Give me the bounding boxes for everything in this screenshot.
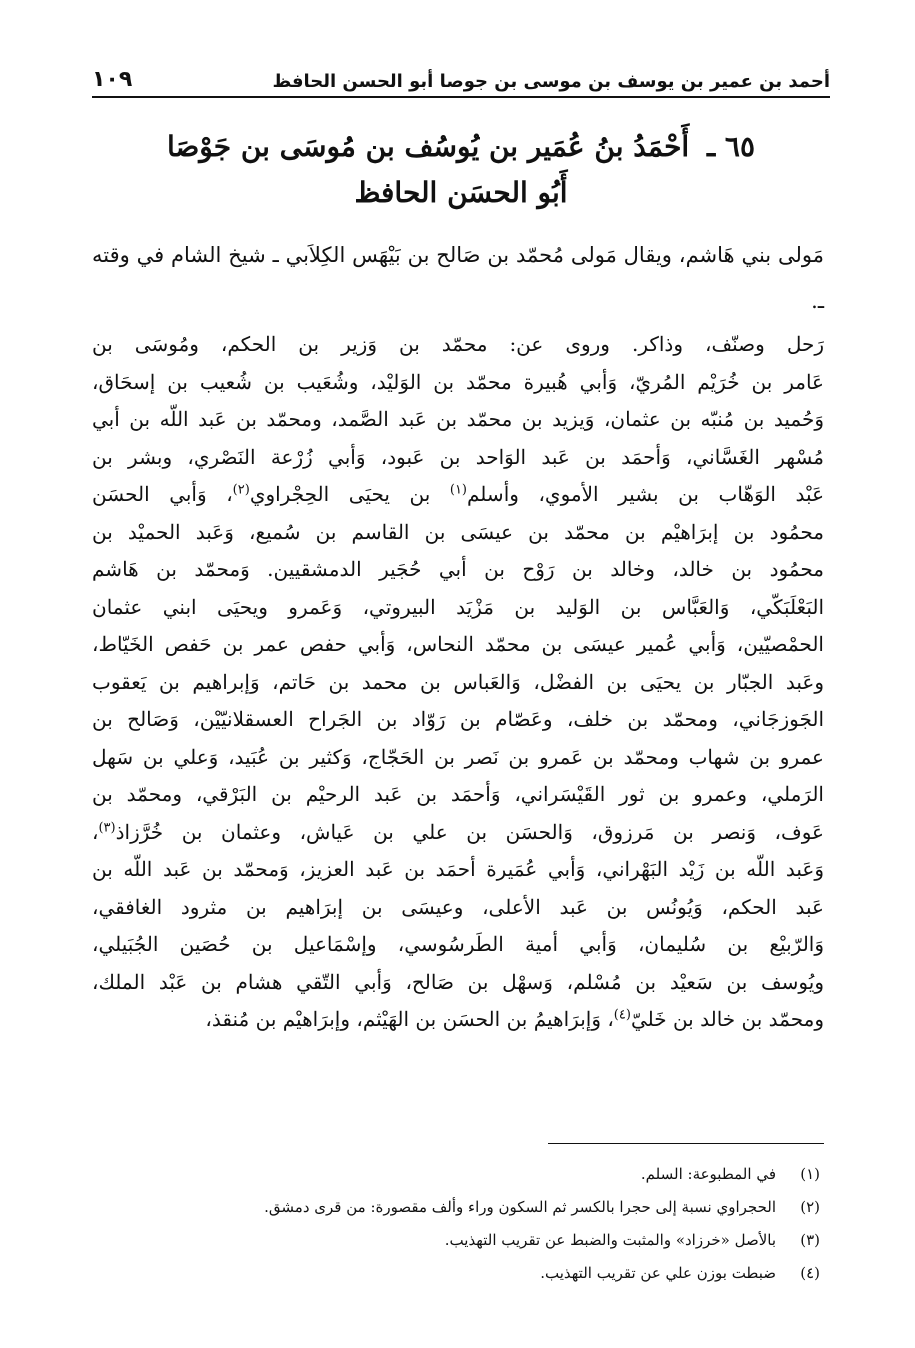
body-line: وَحُميد بن مُنبّه بن عثمان، وَيزيد بن محمّد بن عَبد الصَّمد، ومحمّد بن عَبد اللّه بن أبي <box>92 407 824 431</box>
footnotes <box>92 1158 830 1290</box>
body-line: رَحل وصنّف، وذاكر. وروى عن: محمّد بن وَزير بن الحكم، ومُوسَى بن <box>92 332 824 356</box>
body-segment: بن يحيَى الحِجْراوي <box>249 482 431 506</box>
body-line: وَعَبد اللّه بن زَيْد البَهْراني، وَأبي عُمَيرة أحمَد بن عَبد العزيز، وَمحمّد بن عَبد اللّه بن <box>92 857 824 881</box>
body-line <box>92 476 824 514</box>
body-segment: ومحمّد بن خالد بن خَليّ <box>630 1007 824 1031</box>
body-line: وعَبد الجبّار بن يحيَى بن الفضْل، وَالعَباس بن محمد بن حَاتم، وَإبراهيم بن يَعقوب <box>92 669 824 694</box>
entry-number: ٦٥ ـ <box>706 130 755 163</box>
body-line: الحمْصيّين، وَأبي عُمير عيسَى بن محمّد النحاس، وَأبي حفص عمر بن حَفص الخَيّاط، <box>92 632 824 656</box>
entry-title <box>92 124 830 216</box>
body-segment: عَوف، وَنصر بن مَرزوق، وَالحسَن بن علي بن عَياش، وعثمان بن خُرَّزاذ <box>115 819 824 844</box>
body-segment: ، وَأبي الحسَن <box>92 482 233 506</box>
footnote <box>92 1257 830 1290</box>
footnote-text: في المطبوعة: السلم. <box>640 1165 776 1183</box>
running-title: أحمد بن عمير بن يوسف بن موسى بن جوصا أبو الحسن الحافظ <box>272 71 830 92</box>
footnote-number: (٤) <box>800 1264 820 1282</box>
footnote <box>92 1224 830 1257</box>
footnote-text: ضبطت بوزن علي عن تقريب التهذيب. <box>540 1264 776 1282</box>
body-line: عَوف، وَنصر بن مَرزوق، وَالحسَن بن علي بن عَياش، وعثمان بن خُرَّزاذ$^{(٣)}$، <box>92 819 824 844</box>
footnote <box>92 1158 830 1191</box>
entry-intro: مَولى بني هَاشم، ويقال مَولى مُحمّد بن صَالح بن بَيْهَس الكِلاَبي ـ شيخ الشام في وقته ـ. <box>92 243 824 313</box>
body-line: عمرو بن شهاب ومحمّد بن عَمرو بن نَصر بن الحَجّاج، وَكثير بن عُبَيد، وَعلي بن سَهل <box>92 744 824 769</box>
body-line: ويُوسف بن سَعيْد بن مُسْلم، وَسهْل بن صَالح، وَأبي التّقي هشام بن عَبْد الملك، <box>92 969 824 994</box>
body-line: عَبد الحكم، وَيُونُس بن عَبد الأعلى، وعيسَى بن إبرَاهيم بن مثرود الغافقي، <box>92 894 824 919</box>
body-line: مُسْهر الغَسَّاني، وَأحمَد بن عَبد الوَاحد بن عَبود، وَأبي زُرْعة النَصْري، وبشر بن <box>92 444 824 469</box>
body-line: الرَملي، وعمرو بن ثور القَيْسَراني، وَأحمَد بن عَبد الرحيْم بن البَرْقي، ومحمّد بن <box>92 782 824 806</box>
footnote-ref-4[interactable]: (٤) <box>613 1007 631 1023</box>
footnote-number: (٢) <box>800 1198 820 1216</box>
body-line: البَعْلَبَكّي، وَالعَبَّاس بن الوَليد بن مَزْيَد البيروتي، وَعَمرو ويحيَى ابني عثمان <box>92 594 824 619</box>
footnote-ref-1[interactable]: (١) <box>449 482 467 498</box>
footnote-number: (٣) <box>800 1231 820 1249</box>
footnote-divider <box>548 1143 824 1144</box>
body-line: الجَوزجَاني، ومحمّد بن خلف، وعَصّام بن رَوّاد بن الجَراح العسقلانيّيْن، وَصَالح بن <box>92 707 824 731</box>
footnote-ref-3[interactable]: (٣) <box>98 819 116 835</box>
body-line: محمُود بن خالد، وخالد بن رَوْح بن أبي حُجَير الدمشقيين. وَمحمّد بن هَاشم <box>92 557 824 581</box>
running-header <box>92 62 830 98</box>
body-text <box>92 326 824 1134</box>
entry-title-line-2: أَبُو الحسَن الحافظ <box>354 176 568 209</box>
page-number: ١٠٩ <box>92 67 133 92</box>
body-segment: ، وَإبرَاهيمُ بن الحسَن بن الهَيْثم، وإبرَاهيْم بن مُنقذ، <box>205 1007 614 1031</box>
footnote-text: بالأصل «خرزاد» والمثبت والضبط عن تقريب التهذيب. <box>444 1231 776 1249</box>
body-line <box>92 1001 824 1039</box>
entry-title-line-1 <box>92 124 830 170</box>
footnote-text: الحجراوي نسبة إلى حجرا بالكسر ثم السكون وراء وألف مقصورة: من قرى دمشق. <box>264 1198 776 1216</box>
footnote-ref-2[interactable]: (٢) <box>232 482 250 498</box>
body-segment: عَبْد الوَهّاب بن بشير الأموي، وأسلم <box>467 482 824 506</box>
body-line: عَامر بن خُرَيْم المُريّ، وَأبي هُبيرة محمّد بن الوَليْد، وشُعَيب بن شُعيب بن إسحَاق، <box>92 369 824 394</box>
body-line: محمُود بن إبرَاهيْم بن محمّد بن عيسَى بن القاسم بن سُميع، وَعَبد الحميْد بن <box>92 519 824 544</box>
body-line: وَالرّبيْع بن سُليمان، وَأبي أمية الطَرسُوسي، وإسْمَاعيل بن حُصَين الجُبَيلي، <box>92 932 824 956</box>
footnote <box>92 1191 830 1224</box>
entry-title-text-1: أَحْمَدُ بنُ عُمَير بن يُوسُف بن مُوسَى بن جَوْصَا <box>166 130 690 163</box>
footnote-number: (١) <box>800 1165 820 1183</box>
